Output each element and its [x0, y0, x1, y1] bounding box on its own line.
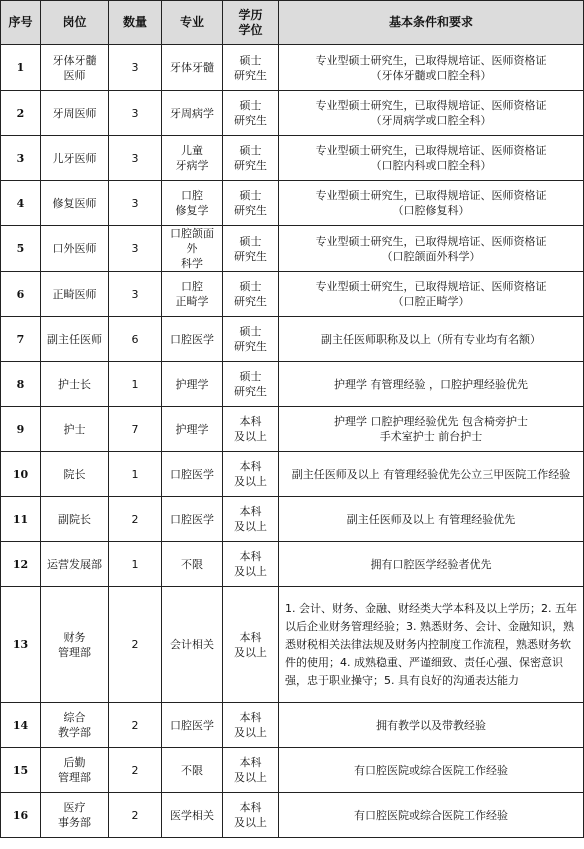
seq-cell: 5 [1, 226, 41, 272]
major-cell: 会计相关 [162, 587, 223, 703]
requirements-cell: 副主任医师及以上 有管理经验优先 [279, 497, 584, 542]
count-cell: 3 [109, 91, 162, 136]
header-seq: 序号 [1, 1, 41, 45]
count-cell: 2 [109, 703, 162, 748]
table-row [1, 703, 584, 748]
header-major: 专业 [162, 1, 223, 45]
seq-cell: 6 [1, 272, 41, 317]
table-row [1, 497, 584, 542]
post-cell: 护士长 [41, 362, 109, 407]
education-cell: 本科 及以上 [223, 497, 279, 542]
education-cell: 硕士 研究生 [223, 45, 279, 91]
education-cell: 本科 及以上 [223, 542, 279, 587]
requirements-cell: 护理学 有管理经验 ，口腔护理经验优先 [279, 362, 584, 407]
header-count: 数量 [109, 1, 162, 45]
education-cell: 硕士 研究生 [223, 272, 279, 317]
major-cell: 儿童 牙病学 [162, 136, 223, 181]
requirements-cell: 护理学 口腔护理经验优先 包含椅旁护士 手术室护士 前台护士 [279, 407, 584, 452]
seq-cell: 13 [1, 587, 41, 703]
table-row [1, 226, 584, 272]
count-cell: 3 [109, 45, 162, 91]
requirements-cell: 专业型硕士研究生，已取得规培证、医师资格证 （口腔正畸学） [279, 272, 584, 317]
major-cell: 口腔医学 [162, 703, 223, 748]
requirements-cell: 有口腔医院或综合医院工作经验 [279, 748, 584, 793]
education-cell: 硕士 研究生 [223, 362, 279, 407]
education-cell: 硕士 研究生 [223, 91, 279, 136]
table-row [1, 181, 584, 226]
seq-cell: 1 [1, 45, 41, 91]
requirements-cell: 副主任医师及以上 有管理经验优先公立三甲医院工作经验 [279, 452, 584, 497]
table-row [1, 748, 584, 793]
count-cell: 3 [109, 136, 162, 181]
count-cell: 3 [109, 226, 162, 272]
count-cell: 2 [109, 497, 162, 542]
post-cell: 副院长 [41, 497, 109, 542]
requirements-cell: 拥有口腔医学经验者优先 [279, 542, 584, 587]
seq-cell: 12 [1, 542, 41, 587]
table-row [1, 407, 584, 452]
post-cell: 牙周医师 [41, 91, 109, 136]
seq-cell: 10 [1, 452, 41, 497]
table-row [1, 542, 584, 587]
education-cell: 本科 及以上 [223, 793, 279, 838]
post-cell: 后勤 管理部 [41, 748, 109, 793]
header-requirements: 基本条件和要求 [279, 1, 584, 45]
post-cell: 医疗 事务部 [41, 793, 109, 838]
requirements-cell: 副主任医师职称及以上（所有专业均有名额） [279, 317, 584, 362]
seq-cell: 16 [1, 793, 41, 838]
post-cell: 财务 管理部 [41, 587, 109, 703]
major-cell: 不限 [162, 748, 223, 793]
requirements-cell: 专业型硕士研究生，已取得规培证、医师资格证 （口腔修复科） [279, 181, 584, 226]
count-cell: 2 [109, 748, 162, 793]
requirements-cell: 专业型硕士研究生，已取得规培证、医师资格证 （口腔内科或口腔全科） [279, 136, 584, 181]
education-cell: 本科 及以上 [223, 407, 279, 452]
major-cell: 口腔 修复学 [162, 181, 223, 226]
major-cell: 牙体牙髓 [162, 45, 223, 91]
requirements-cell: 有口腔医院或综合医院工作经验 [279, 793, 584, 838]
seq-cell: 8 [1, 362, 41, 407]
count-cell: 6 [109, 317, 162, 362]
count-cell: 2 [109, 587, 162, 703]
seq-cell: 4 [1, 181, 41, 226]
requirements-cell: 1. 会计、财务、金融、财经类大学本科及以上学历；2. 五年以后企业财务管理经验；3. 熟悉财务、会计、金融知识，熟悉财税相关法律法规及财务内控制度工作流程，熟悉财务软件的使用；4. 成熟稳重、严谨细致、责任心强、保密意识强，忠于职业操守；5. 具有良好的沟通表达能力 [279, 587, 584, 703]
major-cell: 口腔医学 [162, 497, 223, 542]
table-row [1, 587, 584, 703]
education-cell: 硕士 研究生 [223, 181, 279, 226]
requirements-cell: 专业型硕士研究生，已取得规培证、医师资格证 （牙体牙髓或口腔全科） [279, 45, 584, 91]
seq-cell: 2 [1, 91, 41, 136]
education-cell: 本科 及以上 [223, 587, 279, 703]
seq-cell: 9 [1, 407, 41, 452]
education-cell: 本科 及以上 [223, 748, 279, 793]
post-cell: 综合 教学部 [41, 703, 109, 748]
post-cell: 运营发展部 [41, 542, 109, 587]
seq-cell: 7 [1, 317, 41, 362]
requirements-cell: 专业型硕士研究生，已取得规培证、医师资格证 （口腔颌面外科学） [279, 226, 584, 272]
major-cell: 护理学 [162, 407, 223, 452]
header-post: 岗位 [41, 1, 109, 45]
seq-cell: 15 [1, 748, 41, 793]
header-education: 学历 学位 [223, 1, 279, 45]
post-cell: 院长 [41, 452, 109, 497]
count-cell: 1 [109, 452, 162, 497]
major-cell: 不限 [162, 542, 223, 587]
major-cell: 牙周病学 [162, 91, 223, 136]
table-row [1, 45, 584, 91]
seq-cell: 3 [1, 136, 41, 181]
requirements-cell: 专业型硕士研究生，已取得规培证、医师资格证 （牙周病学或口腔全科） [279, 91, 584, 136]
count-cell: 1 [109, 542, 162, 587]
post-cell: 护士 [41, 407, 109, 452]
count-cell: 3 [109, 181, 162, 226]
major-cell: 护理学 [162, 362, 223, 407]
table-row [1, 91, 584, 136]
education-cell: 硕士 研究生 [223, 136, 279, 181]
count-cell: 2 [109, 793, 162, 838]
education-cell: 硕士 研究生 [223, 317, 279, 362]
table-row [1, 317, 584, 362]
count-cell: 3 [109, 272, 162, 317]
count-cell: 7 [109, 407, 162, 452]
major-cell: 口腔医学 [162, 317, 223, 362]
major-cell: 口腔 正畸学 [162, 272, 223, 317]
post-cell: 修复医师 [41, 181, 109, 226]
education-cell: 硕士 研究生 [223, 226, 279, 272]
seq-cell: 11 [1, 497, 41, 542]
education-cell: 本科 及以上 [223, 703, 279, 748]
post-cell: 副主任医师 [41, 317, 109, 362]
post-cell: 正畸医师 [41, 272, 109, 317]
table-row [1, 362, 584, 407]
count-cell: 1 [109, 362, 162, 407]
table-row [1, 272, 584, 317]
major-cell: 医学相关 [162, 793, 223, 838]
table-row [1, 452, 584, 497]
major-cell: 口腔医学 [162, 452, 223, 497]
table-row [1, 793, 584, 838]
major-cell: 口腔颌面外 科学 [162, 226, 223, 272]
post-cell: 儿牙医师 [41, 136, 109, 181]
education-cell: 本科 及以上 [223, 452, 279, 497]
post-cell: 牙体牙髓 医师 [41, 45, 109, 91]
header-row [1, 1, 584, 45]
post-cell: 口外医师 [41, 226, 109, 272]
requirements-cell: 拥有教学以及带教经验 [279, 703, 584, 748]
table-row [1, 136, 584, 181]
seq-cell: 14 [1, 703, 41, 748]
